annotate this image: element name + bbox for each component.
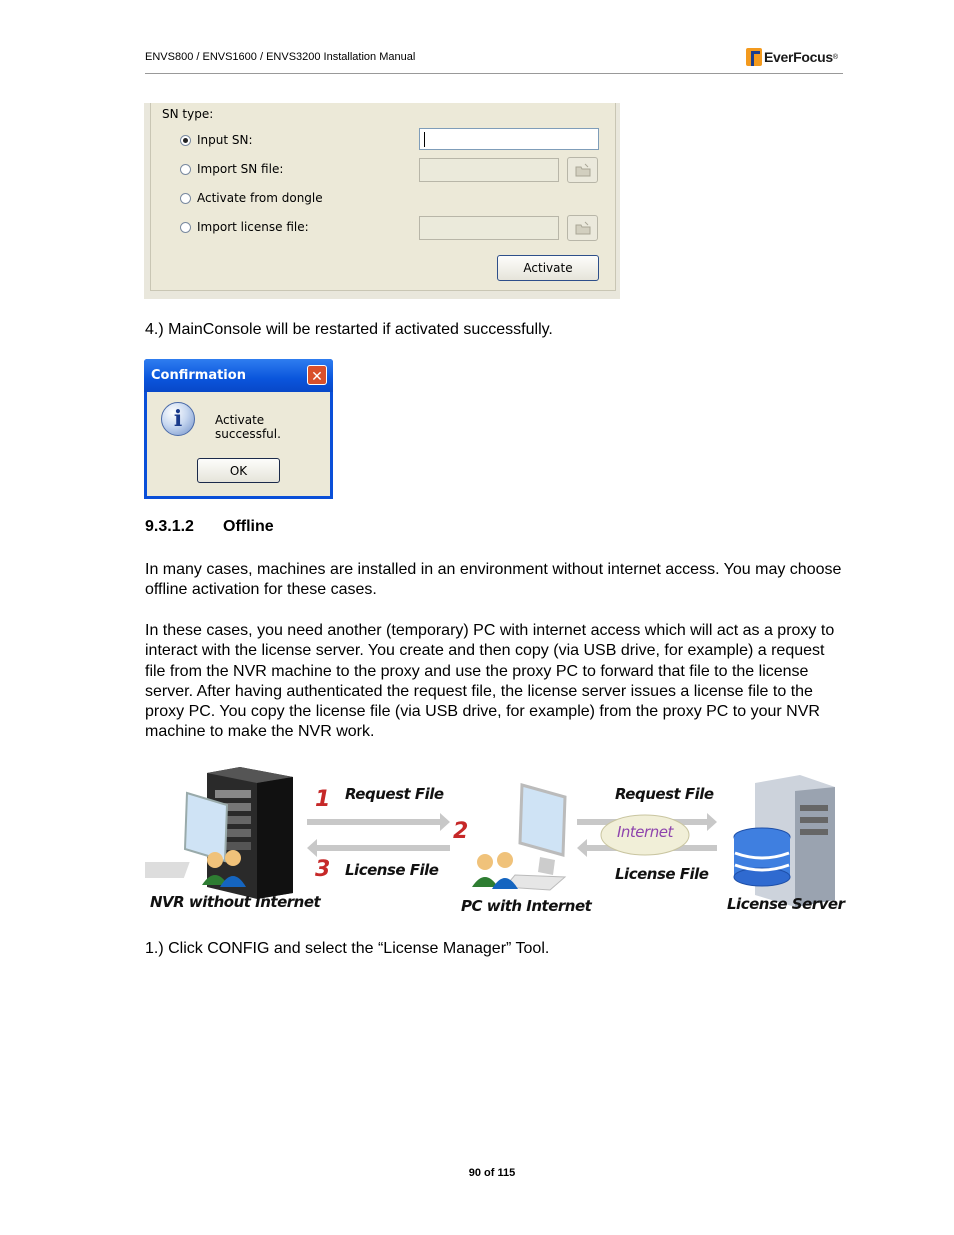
input-sn-radio[interactable] <box>180 135 191 146</box>
internet-label: Internet <box>617 823 673 841</box>
confirmation-body <box>147 392 330 496</box>
page-number: 90 of 115 <box>468 1167 516 1179</box>
left-license-file-label: License File <box>345 861 439 879</box>
step-4-text: 4.) MainConsole will be restarted if activated successfully. <box>145 321 553 338</box>
close-icon[interactable]: ✕ <box>307 365 327 385</box>
input-sn-label: Input SN: <box>197 133 253 147</box>
confirmation-titlebar <box>144 359 333 392</box>
info-icon: i <box>161 402 195 436</box>
step-1-text: 1.) Click CONFIG and select the “License Manager” Tool. <box>145 940 550 957</box>
step-2-marker: 2 <box>453 819 468 844</box>
nvr-label: NVR without Internet <box>150 893 321 911</box>
paragraph-2: In these cases, you need another (temporary) PC with internet access which will act as a proxy to interact with the license server. You create and then copy (via USB drive, for example) a request file from the NVR machine to the proxy and use the proxy PC to forward that file to the license server. After having authenticated the request file, the license server issues a license file to the proxy PC. You copy the license file (via USB drive, for example) from the proxy PC to your NVR machine to make the NVR work. <box>145 622 835 741</box>
offline-activation-diagram <box>145 765 845 920</box>
pc-icon <box>505 785 565 890</box>
paragraph-1: In many cases, machines are installed in an environment without internet access. You may choose offline activation for these cases. <box>145 561 842 599</box>
confirmation-message: Activate successful. <box>215 413 281 441</box>
import-sn-file-radio[interactable] <box>180 164 191 175</box>
import-license-file-label: Import license file: <box>197 220 309 234</box>
pc-label: PC with Internet <box>461 897 592 915</box>
sn-type-legend: SN type: <box>162 107 214 121</box>
step-1-marker: 1 <box>315 787 330 812</box>
activate-button[interactable]: Activate <box>497 255 599 281</box>
header-title: ENVS800 / ENVS1600 / ENVS3200 Installation Manual <box>145 51 416 63</box>
section-heading <box>145 518 274 536</box>
confirmation-dialog <box>144 359 333 499</box>
everfocus-logo-icon <box>746 48 762 66</box>
activate-dongle-radio[interactable] <box>180 193 191 204</box>
folder-icon[interactable] <box>567 157 598 183</box>
input-sn-field[interactable] <box>419 128 599 150</box>
header-rule <box>145 73 843 74</box>
right-request-file-label: Request File <box>615 785 714 803</box>
everfocus-logo <box>746 47 838 67</box>
folder-icon[interactable] <box>567 215 598 241</box>
import-sn-file-field[interactable] <box>419 158 559 182</box>
users-icon-middle <box>472 852 518 889</box>
import-sn-file-label: Import SN file: <box>197 162 284 176</box>
ok-button[interactable]: OK <box>197 458 280 483</box>
logo-registered-mark: ® <box>832 53 839 61</box>
section-number: 9.3.1.2 <box>145 518 194 535</box>
import-license-file-radio[interactable] <box>180 222 191 233</box>
logo-text: EverFocus <box>764 49 833 65</box>
license-server-icon <box>734 775 835 907</box>
step-3-marker: 3 <box>315 857 330 882</box>
confirmation-title: Confirmation <box>151 368 246 383</box>
right-license-file-label: License File <box>615 865 709 883</box>
section-title: Offline <box>223 518 274 535</box>
left-request-file-label: Request File <box>345 785 444 803</box>
activate-dongle-label: Activate from dongle <box>197 191 323 205</box>
import-license-file-field[interactable] <box>419 216 559 240</box>
license-server-label: License Server <box>727 895 845 913</box>
